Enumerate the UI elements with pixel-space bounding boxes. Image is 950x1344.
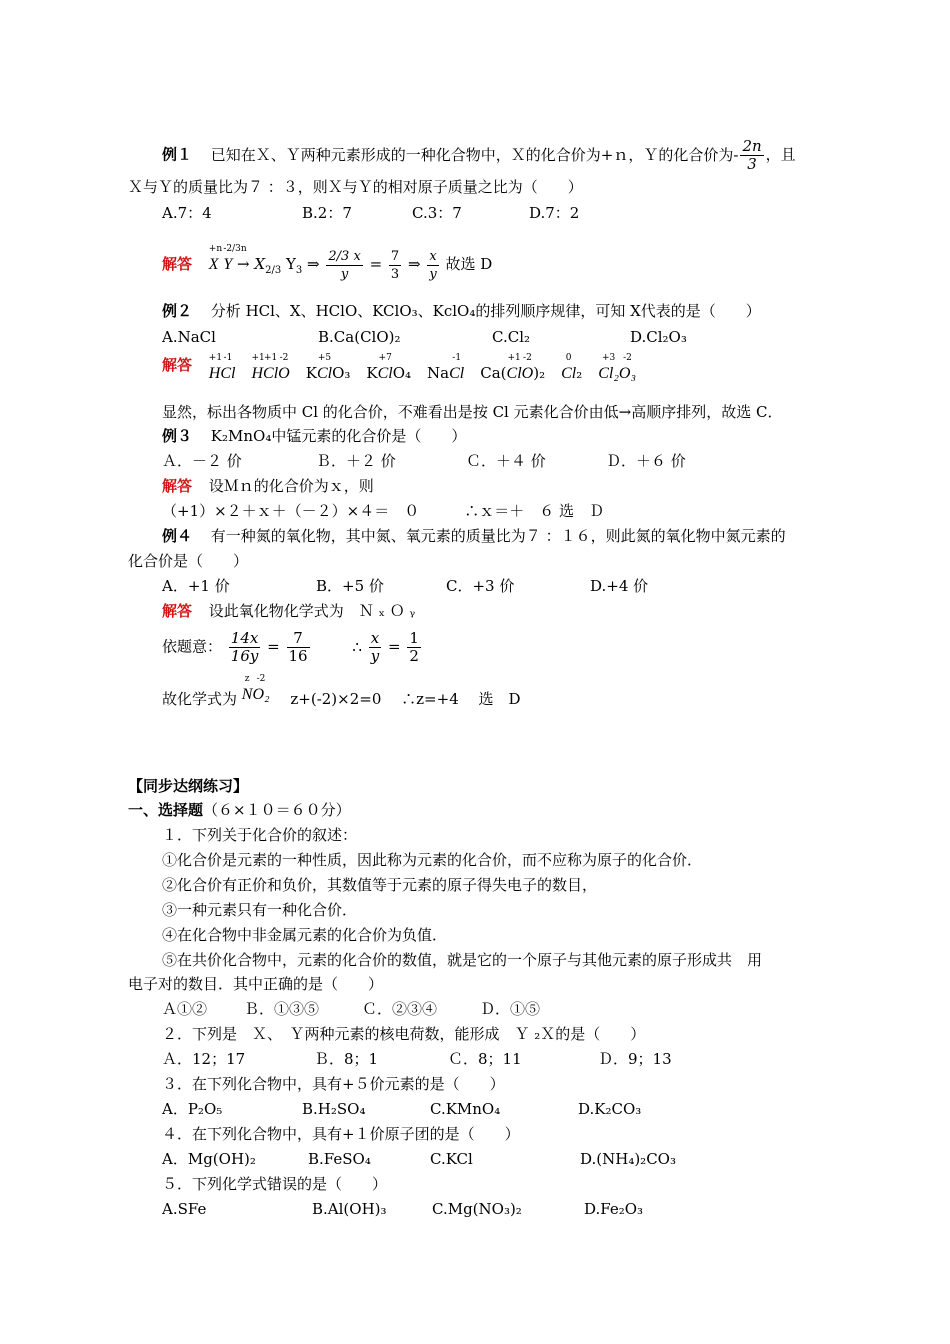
q1-item-2: ②化合价有正价和负价，其数值等于元素的原子得失电子的数目， (162, 876, 598, 894)
q4-option-c: C.KCl (430, 1150, 473, 1168)
ex1-option-b: B.2：7 (302, 204, 352, 222)
valence-symbol: +1 H (208, 353, 223, 382)
q1-item-1: ①化合价是元素的一种性质，因此称为元素的化合价，而不应称为原子的化合价． (162, 851, 703, 869)
valence-symbol: +1 Cl (263, 353, 279, 382)
valence-symbol: -2 O₃ (618, 353, 637, 382)
q2-option-c: Ｃ．8；11 (448, 1050, 522, 1068)
ex1-label: 例１ (162, 145, 193, 164)
practice-section: 一、选择题（６×１０＝６０分） (128, 801, 351, 819)
valence-symbol: -2 O (278, 353, 290, 382)
q2-option-d: Ｄ．9；13 (598, 1050, 672, 1068)
ex4-option-a: A．+1 价 (162, 577, 230, 595)
q3-option-a: A．P₂O₅ (162, 1100, 223, 1118)
ex4-option-b: B．+5 价 (316, 577, 384, 595)
q5-option-a: A.SFe (162, 1200, 207, 1218)
valence-symbol: -2 O (521, 353, 534, 382)
ex4-answer-line1: 解答 设此氧化物化学式为 Ｎ ₓ Ｏ ᵧ (162, 602, 416, 620)
ex2-species-4 (366, 353, 412, 382)
ex4-frac-1: $\frac{14x}{16y}$ (230, 629, 259, 665)
valence-symbol: +7 Cl (377, 353, 393, 382)
ex2-species-8 (598, 353, 637, 382)
ex2-species-1 (208, 353, 236, 382)
valence-symbol: -1 Cl (449, 353, 465, 382)
q1-item-5: ⑤在共价化合物中，元素的化合价的数值，就是它的一个原子与其他元素的原子形成共 用 (162, 951, 763, 969)
ex2-species-7 (561, 353, 583, 382)
ex2-species-3 (305, 353, 351, 382)
ex4-formula: 故化学式为 z N -2 O₂ z+(-2)×2=0 ∴z=+4 选 D (162, 674, 521, 708)
q2-stem: ２．下列是 Ｘ、 Ｙ两种元素的核电荷数，能形成 Ｙ ₂Ｘ的是（ ） (162, 1025, 646, 1043)
ex4-frac-4: $\frac{1}{2}$ (409, 629, 419, 665)
q1-cont: 电子对的数目．其中正确的是（ ） (128, 975, 384, 993)
ex2-question: 例２ 分析 HCl、X、HClO、KClO₃、KclO₄的排列顺序规律，可知 X代表的是（ ） (162, 302, 761, 320)
species-pre-text: K (366, 364, 378, 382)
ex2-answer-label: 解答 (162, 356, 193, 374)
ex1-line1: 例１ 已知在Ｘ、Ｙ两种元素形成的一种化合物中，Ｘ的化合价为+ｎ，Ｙ的化合价为- $\frac{2n}{3}$ ，且 (162, 137, 796, 173)
ex2-species-2 (251, 353, 290, 382)
ex2-species-list (197, 353, 637, 382)
ex4-answer-label: 解答 (162, 602, 193, 620)
q5-option-c: C.Mg(NO₃)₂ (432, 1200, 522, 1218)
species-pre-text: Ca( (480, 364, 507, 382)
ex3-answer-line1: 解答 设Ｍｎ的化合价为ｘ，则 (162, 477, 374, 495)
ex3-answer-line2: （+1）×２＋ｘ＋（－２）×４＝ ０ ∴ｘ＝＋ ６ 选 Ｄ (162, 502, 605, 520)
ex2-label: 例２ (162, 302, 193, 320)
valence-symbol: +5 Cl (316, 353, 333, 382)
ex1-fraction: $\frac{2n}{3}$ (742, 137, 762, 173)
valence-symbol: +3 Cl₂ (598, 353, 619, 382)
ex1-x-valence: +n X (208, 244, 223, 273)
ex2-species-5 (427, 353, 465, 382)
ex1-option-d: D.7：2 (529, 204, 580, 222)
species-post-text: O₃ (332, 364, 351, 382)
ex3-option-a: Ａ．－２ 价 (162, 452, 242, 470)
ex1-option-c: C.3：7 (412, 204, 462, 222)
ex1-frac-3: $\frac{x}{y}$ (429, 248, 437, 282)
ex2-conclusion: 显然，标出各物质中 Cl 的化合价，不难看出是按 Cl 元素化合价由低→高顺序排列，故选 C． (162, 403, 783, 421)
q5-option-d: D.Fe₂O₃ (584, 1200, 644, 1218)
ex2-answer (162, 355, 636, 383)
ex4-o-valence: -2 O₂ (252, 674, 270, 703)
species-post-text: ₂ (576, 364, 583, 382)
species-post-text: O₄ (392, 364, 412, 382)
ex2-option-a: A.NaCl (162, 328, 216, 346)
q3-option-d: D.K₂CO₃ (578, 1100, 642, 1118)
ex1-arrow: → (237, 255, 250, 273)
practice-heading: 【同步达纲练习】 (128, 777, 249, 795)
ex4-question2: 化合价是（ ） (128, 552, 249, 570)
q3-option-c: C.KMnO₄ (430, 1100, 501, 1118)
q1-option-d: Ｄ．①⑤ (480, 1000, 541, 1018)
species-post-text: )₂ (533, 364, 546, 382)
ex4-question1: 例４ 有一种氮的氧化物，其中氮、氧元素的质量比为７ ：１６，则此氮的氧化物中氮元素的 (162, 527, 786, 545)
q1-option-a: Ａ①② (162, 1000, 208, 1018)
ex2-species-6 (480, 353, 546, 382)
q1-item-3: ③一种元素只有一种化合价． (162, 901, 358, 919)
q1-stem: １．下列关于化合价的叙述： (162, 826, 358, 844)
ex3-option-d: Ｄ．＋６ 价 (606, 452, 686, 470)
q5-option-b: B.Al(OH)₃ (312, 1200, 387, 1218)
ex3-question: 例３ K₂MnO₄中锰元素的化合价是（ ） (162, 427, 467, 445)
q4-stem: ４．在下列化合物中，具有+１价原子团的是（ ） (162, 1125, 520, 1143)
q2-option-b: Ｂ．8；1 (314, 1050, 379, 1068)
ex4-option-c: C．+3 价 (446, 577, 515, 595)
ex3-label: 例３ (162, 427, 193, 445)
ex3-option-c: Ｃ．＋４ 价 (466, 452, 546, 470)
ex1-frac-1: $\frac{2/3 x}{y}$ (328, 248, 361, 282)
ex1-answer-label: 解答 (162, 255, 193, 273)
ex4-equation: 依题意： $\frac{14x}{16y}$ = $\frac{7}{16}$ ∴ $\frac{x}{y}$ = $\frac{1}{2}$ (162, 629, 419, 665)
ex1-line2: Ｘ与Ｙ的质量比为７ ：３，则Ｘ与Ｙ的相对原子质量之比为（ ） (128, 178, 583, 196)
ex3-answer-label: 解答 (162, 477, 193, 495)
q5-stem: ５．下列化学式错误的是（ ） (162, 1175, 388, 1193)
valence-symbol: +1 Cl (506, 353, 522, 382)
species-pre-text: K (305, 364, 317, 382)
ex1-frac-2: $\frac{7}{3}$ (390, 248, 400, 282)
q4-option-b: B.FeSO₄ (308, 1150, 371, 1168)
ex4-frac-3: $\frac{x}{y}$ (370, 629, 380, 665)
q4-option-d: D.(NH₄)₂CO₃ (580, 1150, 676, 1168)
q4-option-a: A．Mg(OH)₂ (162, 1150, 256, 1168)
q3-stem: ３．在下列化合物中，具有+５价元素的是（ ） (162, 1075, 505, 1093)
ex4-n-valence: z N (241, 674, 253, 703)
valence-symbol: 0 Cl (561, 353, 577, 382)
valence-symbol: +1 H (251, 353, 265, 382)
q1-option-b: Ｂ．①③⑤ (244, 1000, 320, 1018)
ex2-option-b: B.Ca(ClO)₂ (318, 328, 401, 346)
q1-option-c: Ｃ．②③④ (362, 1000, 438, 1018)
ex1-option-a: A.7：4 (162, 204, 212, 222)
ex2-option-d: D.Cl₂O₃ (630, 328, 687, 346)
q3-option-b: B.H₂SO₄ (302, 1100, 366, 1118)
valence-symbol: -1 Cl (220, 353, 236, 382)
ex2-option-c: C.Cl₂ (492, 328, 530, 346)
ex4-frac-2: $\frac{7}{16}$ (288, 629, 308, 665)
ex4-label: 例４ (162, 527, 193, 545)
q1-item-4: ④在化合物中非金属元素的化合价为负值． (162, 926, 448, 944)
ex4-option-d: D.+4 价 (590, 577, 649, 595)
ex1-answer: 解答 +n X -2/3n $Y \to X_{2/3}$ $Y_3$ ⇒ $\frac{2/3 x}{y}$ = $\frac{7}{3}$ ⇒ $\frac{x}{y}$ 故选 D (162, 244, 493, 282)
ex3-option-b: Ｂ．＋２ 价 (316, 452, 396, 470)
ex1-y-valence: -2/3n Y (223, 244, 247, 273)
species-pre-text: Na (427, 364, 450, 382)
q2-option-a: Ａ．12；17 (162, 1050, 246, 1068)
